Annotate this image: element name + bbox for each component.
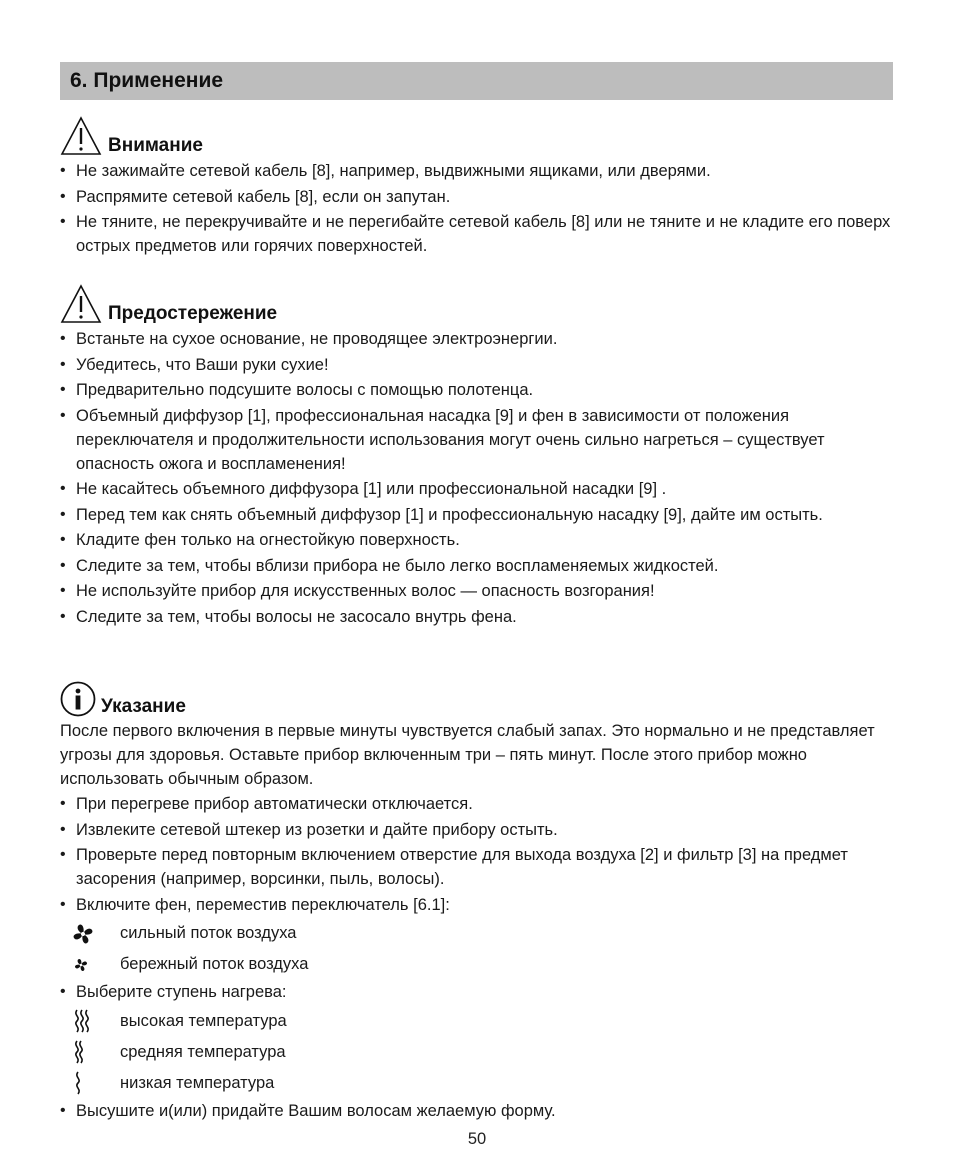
list-item: • Убедитесь, что Ваши руки сухие!: [60, 353, 900, 377]
heat-label: низкая температура: [120, 1073, 275, 1092]
list-item: • Извлеките сетевой штекер из розетки и дайте прибору остыть.: [60, 818, 900, 842]
airflow-label: сильный поток воздуха: [120, 924, 297, 942]
list-item: • Объемный диффузор [1], профессиональная насадка [9] и фен в зависимости от положения переключателя и продолжительности использования могут очень сильно нагреться – существует опасность ожога и воспламенения!: [60, 404, 900, 476]
note-list: [60, 792, 900, 917]
heat-low-icon: [72, 1068, 102, 1099]
heat-mode-row: [60, 1068, 900, 1099]
list-item: • Предварительно подсушите волосы с помощью полотенца.: [60, 378, 900, 402]
note-title: Указание: [101, 696, 186, 717]
list-item: • Перед тем как снять объемный диффузор [1] и профессиональную насадку [9], дайте им остыть.: [60, 503, 900, 527]
airflow-mode-row: [60, 918, 900, 949]
list-item: • Кладите фен только на огнестойкую поверхность.: [60, 528, 900, 552]
attention-block: [60, 112, 900, 260]
list-item: • Выберите ступень нагрева:: [60, 980, 900, 1004]
list-item: • Включите фен, переместив переключатель [6.1]:: [60, 893, 900, 917]
list-item: • Следите за тем, чтобы вблизи прибора не было легко воспламеняемых жидкостей.: [60, 554, 900, 578]
heat-high-icon: [72, 1006, 102, 1037]
section-title-text: 6. Применение: [70, 69, 224, 92]
final-list: [60, 1099, 900, 1123]
heat-list: [60, 980, 900, 1004]
list-item: • Следите за тем, чтобы волосы не засосало внутрь фена.: [60, 605, 900, 629]
warning-triangle-icon: [60, 284, 102, 324]
airflow-label: бережный поток воздуха: [120, 955, 309, 973]
airflow-mode-row: [60, 949, 900, 980]
heat-mode-row: [60, 1006, 900, 1037]
airflow-modes: [60, 918, 900, 980]
list-item: • Высушите и(или) придайте Вашим волосам желаемую форму.: [60, 1099, 900, 1123]
list-item: • Проверьте перед повторным включением отверстие для выхода воздуха [2] и фильтр [3] на предмет засорения (например, ворсинки, пыль, волосы).: [60, 843, 900, 891]
caution-list: [60, 327, 900, 629]
list-item: • Не касайтесь объемного диффузора [1] или профессиональной насадки [9] .: [60, 477, 900, 501]
attention-title: Внимание: [108, 135, 203, 156]
fan-large-icon: [72, 918, 102, 949]
caution-heading: [60, 280, 900, 324]
heat-medium-icon: [72, 1037, 102, 1068]
heat-mode-row: [60, 1037, 900, 1068]
note-heading: [60, 675, 900, 717]
list-item: • При перегреве прибор автоматически отключается.: [60, 792, 900, 816]
heat-label: высокая температура: [120, 1011, 287, 1030]
fan-small-icon: [72, 949, 104, 980]
section-title: [60, 62, 893, 100]
heat-label: средняя температура: [120, 1042, 286, 1061]
list-item: • Не тяните, не перекручивайте и не перегибайте сетевой кабель [8] или не тяните и не кладите его поверх острых предметов или горячих поверхностей.: [60, 210, 900, 258]
note-block: [60, 675, 900, 1124]
list-item: • Встаньте на сухое основание, не проводящее электроэнергии.: [60, 327, 900, 351]
info-circle-icon: [60, 681, 96, 717]
attention-list: [60, 159, 900, 258]
caution-title: Предостережение: [108, 303, 278, 324]
attention-heading: [60, 112, 900, 156]
warning-triangle-icon: [60, 116, 102, 156]
page-number: 50: [467, 1130, 487, 1148]
list-item: • Не зажимайте сетевой кабель [8], например, выдвижными ящиками, или дверями.: [60, 159, 900, 183]
caution-block: [60, 280, 900, 630]
list-item: • Распрямите сетевой кабель [8], если он запутан.: [60, 185, 900, 209]
list-item: • Не используйте прибор для искусственных волос — опасность возгорания!: [60, 579, 900, 603]
note-paragraph: После первого включения в первые минуты чувствуется слабый запах. Это нормально и не представляет угрозы для здоровья. Оставьте прибор включенным три – пять минут. После этого прибор можно использовать обычным образом.: [60, 722, 875, 788]
heat-modes: [60, 1006, 900, 1099]
